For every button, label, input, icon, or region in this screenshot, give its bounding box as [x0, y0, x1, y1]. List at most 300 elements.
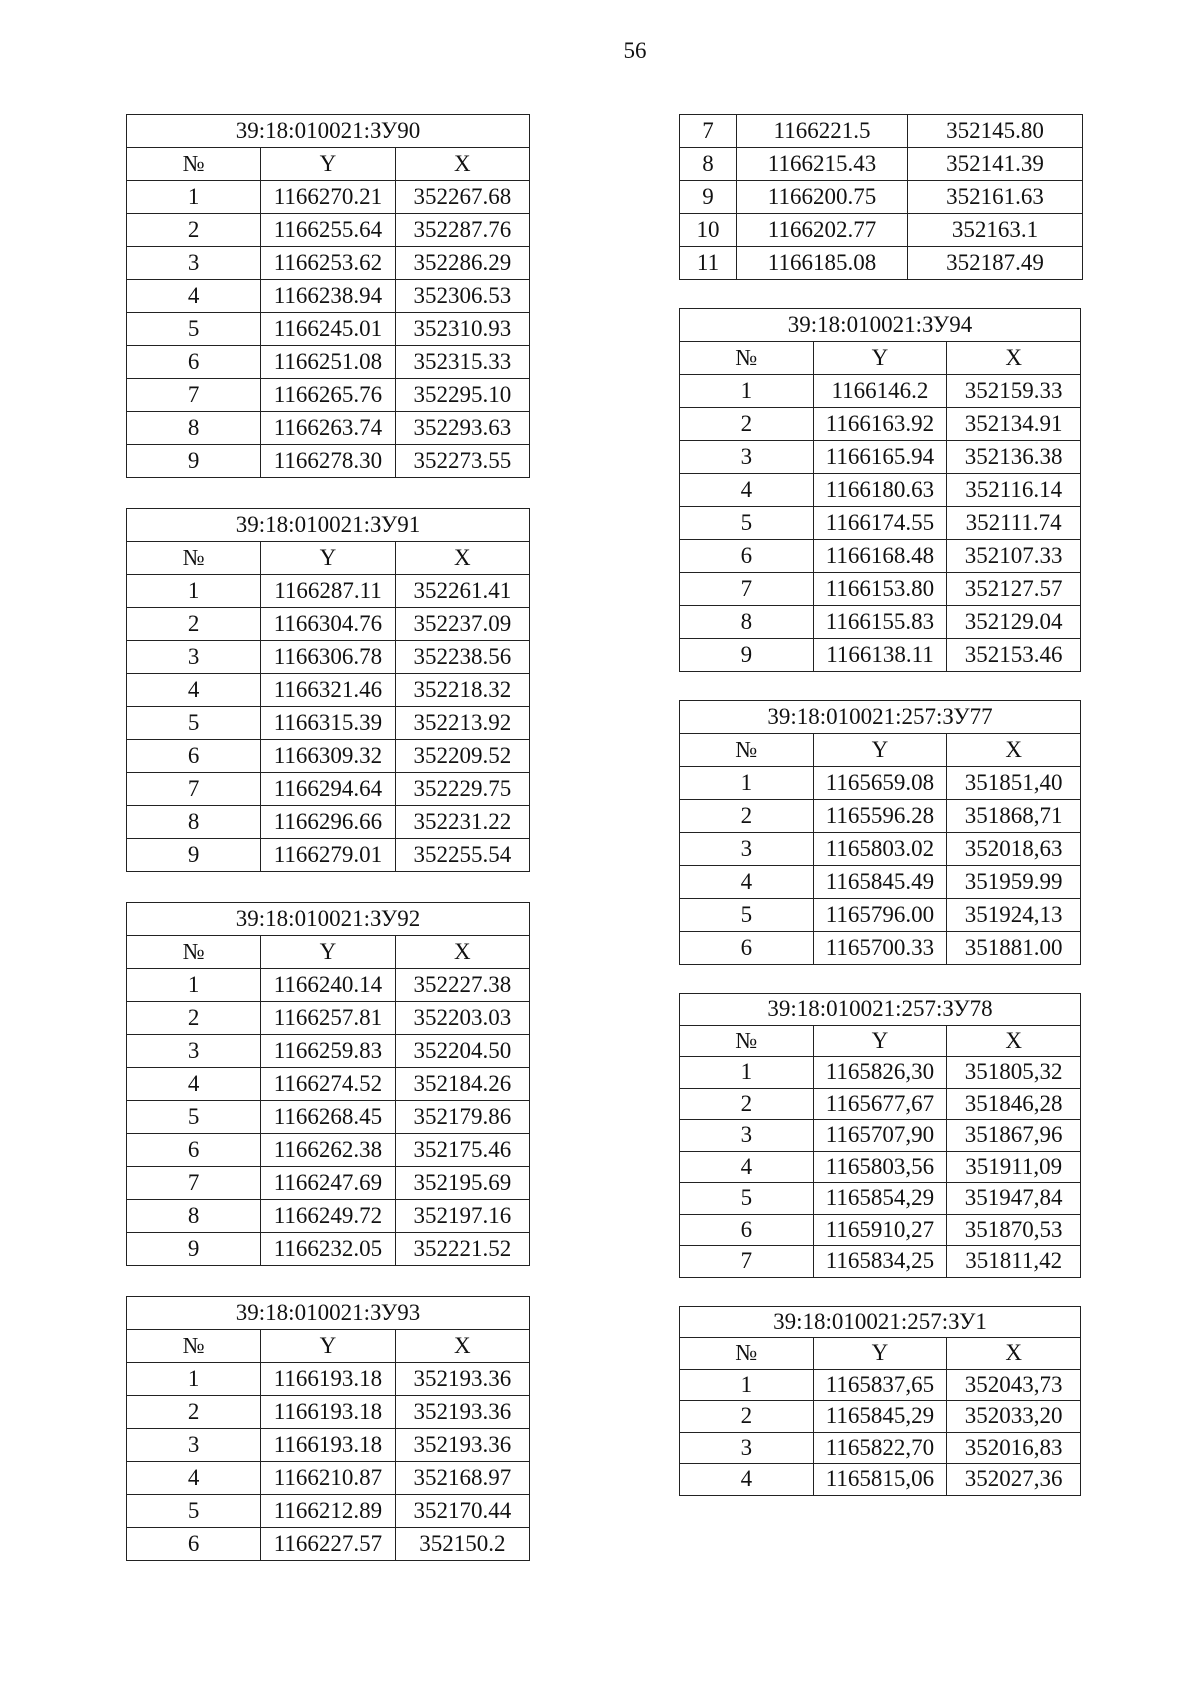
point-number: 6	[127, 1134, 261, 1167]
header-x: X	[947, 1338, 1081, 1370]
header-y: Y	[261, 936, 395, 969]
table-row	[680, 932, 1081, 965]
table-row	[127, 1363, 530, 1396]
coord-x: 352293.63	[395, 412, 529, 445]
coord-y: 1166259.83	[261, 1035, 395, 1068]
table-row	[680, 507, 1081, 540]
table-row	[127, 379, 530, 412]
coord-x: 352136.38	[947, 441, 1081, 474]
coords-table-zu93-continued	[679, 114, 1083, 280]
coord-x: 351947,84	[947, 1183, 1081, 1215]
header-x: X	[947, 1025, 1081, 1057]
coord-x: 351805,32	[947, 1057, 1081, 1089]
coord-x: 352218.32	[395, 674, 529, 707]
point-number: 4	[680, 1464, 814, 1496]
table-title: 39:18:010021:ЗУ91	[127, 509, 530, 542]
table-title-row	[680, 701, 1081, 734]
table-row	[127, 969, 530, 1002]
coord-y: 1166245.01	[261, 313, 395, 346]
coord-y: 1166215.43	[737, 148, 908, 181]
coord-x: 351870,53	[947, 1214, 1081, 1246]
table-title-row	[680, 1306, 1081, 1338]
point-number: 5	[680, 1183, 814, 1215]
coord-y: 1165854,29	[813, 1183, 947, 1215]
point-number: 9	[127, 839, 261, 872]
table-title-row	[127, 1297, 530, 1330]
point-number: 7	[127, 773, 261, 806]
point-number: 5	[127, 1495, 261, 1528]
table-row	[680, 1369, 1081, 1401]
header-y: Y	[813, 1025, 947, 1057]
coord-y: 1166232.05	[261, 1233, 395, 1266]
coord-x: 352159.33	[947, 375, 1081, 408]
point-number: 6	[680, 540, 814, 573]
header-num: №	[127, 936, 261, 969]
coord-x: 352255.54	[395, 839, 529, 872]
point-number: 7	[680, 573, 814, 606]
header-y: Y	[813, 1338, 947, 1370]
coord-y: 1165700.33	[813, 932, 947, 965]
point-number: 1	[680, 1057, 814, 1089]
table-row	[127, 313, 530, 346]
coord-x: 352116.14	[947, 474, 1081, 507]
coord-y: 1165803.02	[813, 833, 947, 866]
table-row	[680, 899, 1081, 932]
coords-table-zu92	[126, 902, 530, 1266]
point-number: 3	[127, 641, 261, 674]
point-number: 8	[680, 148, 737, 181]
point-number: 3	[680, 833, 814, 866]
point-number: 2	[680, 408, 814, 441]
table-row	[127, 346, 530, 379]
coord-x: 352111.74	[947, 507, 1081, 540]
coord-x: 352237.09	[395, 608, 529, 641]
coord-x: 352203.03	[395, 1002, 529, 1035]
table-row	[680, 408, 1081, 441]
coord-y: 1166155.83	[813, 606, 947, 639]
point-number: 5	[127, 707, 261, 740]
coord-y: 1166212.89	[261, 1495, 395, 1528]
table-row	[127, 1528, 530, 1561]
coords-table-257-zu1	[679, 1306, 1081, 1496]
coord-y: 1165845.49	[813, 866, 947, 899]
point-number: 2	[127, 1002, 261, 1035]
point-number: 4	[680, 474, 814, 507]
point-number: 3	[680, 1432, 814, 1464]
coords-table-257-zu78	[679, 993, 1081, 1278]
table-header-row	[680, 734, 1081, 767]
coord-y: 1166200.75	[737, 181, 908, 214]
table-row	[680, 639, 1081, 672]
table-row	[127, 181, 530, 214]
table-header-row	[127, 1330, 530, 1363]
coord-y: 1166240.14	[261, 969, 395, 1002]
table-header-row	[680, 1338, 1081, 1370]
coord-x: 352267.68	[395, 181, 529, 214]
coord-x: 351924,13	[947, 899, 1081, 932]
coord-y: 1166262.38	[261, 1134, 395, 1167]
coord-x: 352107.33	[947, 540, 1081, 573]
table-row	[680, 606, 1081, 639]
table-row	[680, 1057, 1081, 1089]
table-row	[680, 214, 1083, 247]
header-x: X	[395, 936, 529, 969]
coord-x: 352129.04	[947, 606, 1081, 639]
table-row	[127, 674, 530, 707]
header-num: №	[127, 1330, 261, 1363]
coord-y: 1166306.78	[261, 641, 395, 674]
point-number: 4	[680, 1151, 814, 1183]
point-number: 1	[127, 575, 261, 608]
coord-x: 352033,20	[947, 1401, 1081, 1433]
point-number: 5	[127, 1101, 261, 1134]
point-number: 6	[127, 1528, 261, 1561]
coord-y: 1166146.2	[813, 375, 947, 408]
coord-y: 1166174.55	[813, 507, 947, 540]
header-num: №	[127, 542, 261, 575]
coords-table-257-zu77	[679, 700, 1081, 965]
coord-x: 351811,42	[947, 1246, 1081, 1278]
coord-x: 352141.39	[908, 148, 1083, 181]
coords-table-zu94	[679, 308, 1081, 672]
header-x: X	[395, 542, 529, 575]
point-number: 8	[127, 412, 261, 445]
coord-x: 352016,83	[947, 1432, 1081, 1464]
coord-y: 1166315.39	[261, 707, 395, 740]
point-number: 4	[127, 280, 261, 313]
coord-x: 352043,73	[947, 1369, 1081, 1401]
header-y: Y	[261, 542, 395, 575]
table-row	[680, 247, 1083, 280]
point-number: 11	[680, 247, 737, 280]
coord-y: 1166168.48	[813, 540, 947, 573]
point-number: 9	[127, 1233, 261, 1266]
coord-y: 1165707,90	[813, 1120, 947, 1152]
table-title: 39:18:010021:ЗУ93	[127, 1297, 530, 1330]
point-number: 4	[127, 1462, 261, 1495]
table-title: 39:18:010021:257:ЗУ78	[680, 994, 1081, 1026]
table-row	[680, 1464, 1081, 1496]
coord-x: 351868,71	[947, 800, 1081, 833]
coord-y: 1165677,67	[813, 1088, 947, 1120]
coord-x: 352231.22	[395, 806, 529, 839]
coord-x: 351851,40	[947, 767, 1081, 800]
coord-x: 352195.69	[395, 1167, 529, 1200]
coord-y: 1165837,65	[813, 1369, 947, 1401]
table-row	[680, 1246, 1081, 1278]
coord-y: 1166253.62	[261, 247, 395, 280]
coord-x: 352161.63	[908, 181, 1083, 214]
table-row	[127, 1429, 530, 1462]
table-title-row	[127, 903, 530, 936]
point-number: 4	[127, 1068, 261, 1101]
point-number: 4	[127, 674, 261, 707]
coords-table-zu91	[126, 508, 530, 872]
point-number: 6	[680, 1214, 814, 1246]
coord-x: 352287.76	[395, 214, 529, 247]
header-y: Y	[261, 1330, 395, 1363]
coord-x: 352209.52	[395, 740, 529, 773]
table-row	[127, 1396, 530, 1429]
table-row	[127, 641, 530, 674]
coord-x: 352193.36	[395, 1363, 529, 1396]
table-title-row	[680, 994, 1081, 1026]
table-row	[680, 441, 1081, 474]
table-title-row	[127, 115, 530, 148]
point-number: 2	[680, 800, 814, 833]
coord-x: 351959.99	[947, 866, 1081, 899]
coord-y: 1165659.08	[813, 767, 947, 800]
coord-y: 1165815,06	[813, 1464, 947, 1496]
table-row	[127, 608, 530, 641]
table-row	[127, 1134, 530, 1167]
point-number: 1	[127, 969, 261, 1002]
table-row	[127, 445, 530, 478]
table-row	[680, 866, 1081, 899]
header-num: №	[680, 734, 814, 767]
table-header-row	[127, 148, 530, 181]
coord-x: 352134.91	[947, 408, 1081, 441]
coord-x: 352170.44	[395, 1495, 529, 1528]
point-number: 7	[127, 379, 261, 412]
table-row	[127, 740, 530, 773]
coord-y: 1166165.94	[813, 441, 947, 474]
coord-x: 352204.50	[395, 1035, 529, 1068]
point-number: 9	[127, 445, 261, 478]
coord-y: 1165796.00	[813, 899, 947, 932]
table-row	[127, 1101, 530, 1134]
table-row	[680, 1151, 1081, 1183]
coord-y: 1166138.11	[813, 639, 947, 672]
coord-y: 1166193.18	[261, 1363, 395, 1396]
coord-x: 352273.55	[395, 445, 529, 478]
coord-y: 1166247.69	[261, 1167, 395, 1200]
coord-x: 352221.52	[395, 1233, 529, 1266]
table-row	[127, 1233, 530, 1266]
point-number: 2	[680, 1401, 814, 1433]
coord-y: 1166287.11	[261, 575, 395, 608]
coord-y: 1165910,27	[813, 1214, 947, 1246]
table-title: 39:18:010021:257:ЗУ1	[680, 1306, 1081, 1338]
coord-y: 1166296.66	[261, 806, 395, 839]
coord-y: 1165845,29	[813, 1401, 947, 1433]
coord-y: 1165803,56	[813, 1151, 947, 1183]
coord-y: 1166270.21	[261, 181, 395, 214]
coord-y: 1166294.64	[261, 773, 395, 806]
coord-y: 1166185.08	[737, 247, 908, 280]
point-number: 2	[680, 1088, 814, 1120]
point-number: 1	[680, 767, 814, 800]
table-row	[680, 375, 1081, 408]
coord-x: 352179.86	[395, 1101, 529, 1134]
table-row	[680, 1120, 1081, 1152]
table-row	[127, 806, 530, 839]
point-number: 6	[127, 740, 261, 773]
point-number: 7	[680, 115, 737, 148]
point-number: 8	[127, 806, 261, 839]
coord-y: 1166193.18	[261, 1429, 395, 1462]
table-title: 39:18:010021:257:ЗУ77	[680, 701, 1081, 734]
table-row	[127, 247, 530, 280]
coord-x: 352193.36	[395, 1396, 529, 1429]
coords-table-zu93	[126, 1296, 530, 1561]
coord-x: 352150.2	[395, 1528, 529, 1561]
coord-x: 351911,09	[947, 1151, 1081, 1183]
coord-y: 1166255.64	[261, 214, 395, 247]
coord-x: 352018,63	[947, 833, 1081, 866]
coord-y: 1166193.18	[261, 1396, 395, 1429]
point-number: 8	[127, 1200, 261, 1233]
table-row	[680, 1214, 1081, 1246]
table-row	[680, 474, 1081, 507]
point-number: 2	[127, 608, 261, 641]
table-header-row	[127, 542, 530, 575]
header-num: №	[680, 342, 814, 375]
left-column	[126, 114, 530, 1561]
table-row	[680, 833, 1081, 866]
point-number: 3	[127, 247, 261, 280]
coord-y: 1166265.76	[261, 379, 395, 412]
table-title: 39:18:010021:ЗУ94	[680, 309, 1081, 342]
page-number: 56	[623, 38, 647, 63]
point-number: 4	[680, 866, 814, 899]
coord-x: 352197.16	[395, 1200, 529, 1233]
table-row	[680, 1088, 1081, 1120]
point-number: 5	[680, 507, 814, 540]
coord-x: 352286.29	[395, 247, 529, 280]
point-number: 3	[127, 1035, 261, 1068]
coord-x: 352310.93	[395, 313, 529, 346]
table-row	[680, 540, 1081, 573]
point-number: 1	[680, 1369, 814, 1401]
coord-x: 352229.75	[395, 773, 529, 806]
coord-y: 1166274.52	[261, 1068, 395, 1101]
table-row	[680, 115, 1083, 148]
coord-x: 352168.97	[395, 1462, 529, 1495]
coord-x: 351846,28	[947, 1088, 1081, 1120]
table-title-row	[127, 509, 530, 542]
coord-y: 1166227.57	[261, 1528, 395, 1561]
coord-y: 1166238.94	[261, 280, 395, 313]
point-number: 10	[680, 214, 737, 247]
coord-x: 352193.36	[395, 1429, 529, 1462]
coord-y: 1166257.81	[261, 1002, 395, 1035]
coord-x: 352238.56	[395, 641, 529, 674]
coord-x: 352227.38	[395, 969, 529, 1002]
coord-x: 352315.33	[395, 346, 529, 379]
coord-y: 1166304.76	[261, 608, 395, 641]
point-number: 9	[680, 639, 814, 672]
table-row	[127, 1035, 530, 1068]
table-row	[127, 1167, 530, 1200]
header-x: X	[395, 1330, 529, 1363]
table-row	[680, 148, 1083, 181]
point-number: 1	[680, 375, 814, 408]
point-number: 5	[680, 899, 814, 932]
coord-y: 1166268.45	[261, 1101, 395, 1134]
point-number: 3	[680, 1120, 814, 1152]
table-header-row	[680, 1025, 1081, 1057]
table-row	[680, 1432, 1081, 1464]
table-row	[127, 707, 530, 740]
table-row	[680, 181, 1083, 214]
table-title-row	[680, 309, 1081, 342]
coord-y: 1166309.32	[261, 740, 395, 773]
coord-x: 352295.10	[395, 379, 529, 412]
coord-y: 1166263.74	[261, 412, 395, 445]
table-row	[680, 1401, 1081, 1433]
point-number: 7	[127, 1167, 261, 1200]
table-row	[127, 1068, 530, 1101]
coord-y: 1166321.46	[261, 674, 395, 707]
coords-table-zu90	[126, 114, 530, 478]
coord-x: 352175.46	[395, 1134, 529, 1167]
coord-x: 352027,36	[947, 1464, 1081, 1496]
table-row	[127, 575, 530, 608]
coord-x: 351881.00	[947, 932, 1081, 965]
coord-x: 352261.41	[395, 575, 529, 608]
table-title: 39:18:010021:ЗУ92	[127, 903, 530, 936]
table-row	[680, 1183, 1081, 1215]
point-number: 8	[680, 606, 814, 639]
coord-x: 352127.57	[947, 573, 1081, 606]
coord-y: 1166153.80	[813, 573, 947, 606]
table-row	[127, 1462, 530, 1495]
table-row	[127, 1495, 530, 1528]
header-y: Y	[813, 734, 947, 767]
point-number: 1	[127, 181, 261, 214]
table-row	[680, 573, 1081, 606]
table-row	[127, 214, 530, 247]
header-y: Y	[261, 148, 395, 181]
coord-x: 352163.1	[908, 214, 1083, 247]
header-x: X	[947, 342, 1081, 375]
point-number: 9	[680, 181, 737, 214]
right-column	[679, 114, 1083, 1496]
coord-x: 352306.53	[395, 280, 529, 313]
point-number: 6	[680, 932, 814, 965]
coord-y: 1166249.72	[261, 1200, 395, 1233]
header-y: Y	[813, 342, 947, 375]
coord-y: 1165834,25	[813, 1246, 947, 1278]
point-number: 7	[680, 1246, 814, 1278]
point-number: 3	[680, 441, 814, 474]
table-header-row	[680, 342, 1081, 375]
coord-y: 1166163.92	[813, 408, 947, 441]
point-number: 6	[127, 346, 261, 379]
coord-y: 1165822,70	[813, 1432, 947, 1464]
coord-y: 1166251.08	[261, 346, 395, 379]
table-row	[127, 839, 530, 872]
coord-y: 1165596.28	[813, 800, 947, 833]
coord-x: 352184.26	[395, 1068, 529, 1101]
point-number: 2	[127, 1396, 261, 1429]
header-x: X	[947, 734, 1081, 767]
coord-y: 1166279.01	[261, 839, 395, 872]
coord-x: 352145.80	[908, 115, 1083, 148]
coord-y: 1166180.63	[813, 474, 947, 507]
header-x: X	[395, 148, 529, 181]
point-number: 3	[127, 1429, 261, 1462]
coord-x: 352187.49	[908, 247, 1083, 280]
table-row	[127, 412, 530, 445]
header-num: №	[127, 148, 261, 181]
header-num: №	[680, 1025, 814, 1057]
coord-y: 1165826,30	[813, 1057, 947, 1089]
point-number: 5	[127, 313, 261, 346]
coord-y: 1166202.77	[737, 214, 908, 247]
point-number: 2	[127, 214, 261, 247]
